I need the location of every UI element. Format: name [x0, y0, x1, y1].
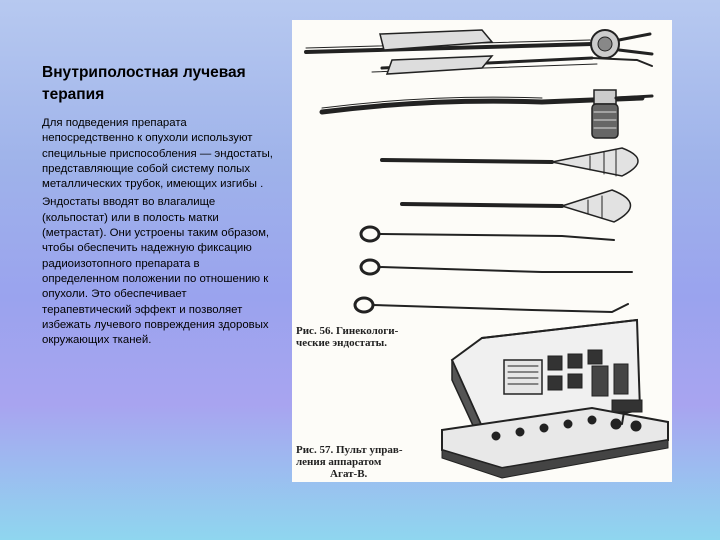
- text-column: [42, 62, 274, 351]
- control-console: [442, 320, 668, 478]
- caption-fig56-line1: Рис. 56. Гинекологи-: [296, 325, 399, 337]
- paragraph-endostats: Для подведения препарата непосредственно к опухоли используют специльные приспособления — эндостаты, представляющие собой систему полых металлических трубок, имеющих изгибы .: [42, 117, 273, 191]
- endostat-curved-tube: [322, 90, 652, 138]
- caption-fig57-line2: ления аппаратом: [296, 456, 382, 468]
- endostat-ring-rod-2: [361, 260, 632, 274]
- endostat-ring-rod-3: [355, 298, 628, 312]
- instruments-illustration: [292, 20, 672, 482]
- endostat-funnel-1: [382, 148, 638, 176]
- endostat-ring-rod-1: [361, 227, 614, 241]
- caption-fig56-line2: ческие эндостаты.: [296, 337, 387, 349]
- caption-fig57-line1: Рис. 57. Пульт управ-: [296, 444, 403, 456]
- caption-fig57-line3: Агат-В.: [330, 468, 368, 480]
- endostat-funnel-2: [402, 190, 631, 222]
- caption-fig56: [296, 325, 398, 349]
- endostat-double-rod: [306, 30, 652, 74]
- paragraph-insertion: Эндостаты вводят во влагалище (кольпостат) или в полость матки (метрастат). Они устроены таким образом, чтобы обеспечить надежную фиксацию радиоизотопного препарата в определенном положении по отношению к опухоли. Это обеспечивает терапевтический эффект и позволяет избежать лучевого повреждения здоровых окружающих тканей.: [42, 196, 270, 347]
- slide-title: Внутриполостная лучевая терапия: [42, 64, 246, 103]
- figure-panel: [292, 20, 672, 482]
- caption-fig57: [296, 444, 403, 480]
